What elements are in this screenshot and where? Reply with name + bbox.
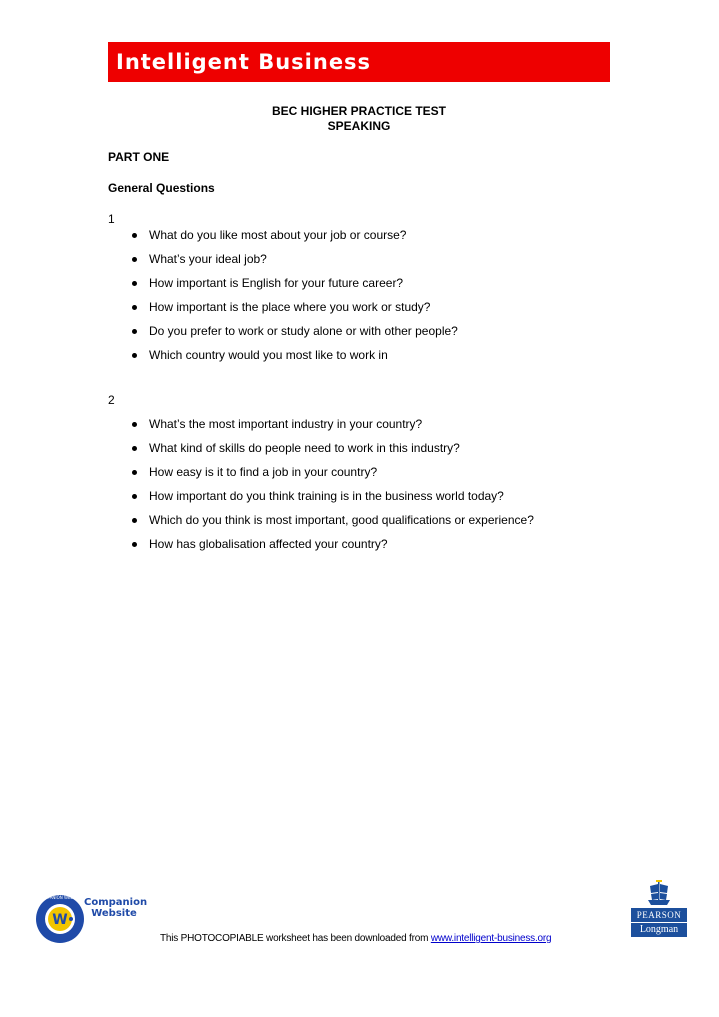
list-item xyxy=(128,323,458,347)
question-text: What kind of skills do people need to work in this industry? xyxy=(149,441,460,455)
list-item xyxy=(128,488,534,512)
list-item xyxy=(128,464,534,488)
logo-dot xyxy=(69,917,73,921)
list-item xyxy=(128,299,458,323)
bullet-icon xyxy=(132,518,137,523)
bullet-icon xyxy=(132,422,137,427)
bullet-icon xyxy=(132,494,137,499)
bullet-icon xyxy=(132,353,137,358)
companion-line-1: Companion xyxy=(84,897,148,908)
logo-ring-text: COMPANION WEBSITE xyxy=(38,895,82,900)
logo-letter: W xyxy=(52,912,68,928)
publisher-name: PEARSON xyxy=(631,908,687,922)
list-item xyxy=(128,227,458,251)
brand-title: Intelligent Business xyxy=(116,50,372,74)
list-item xyxy=(128,416,534,440)
bullet-icon xyxy=(132,542,137,547)
question-text: What’s the most important industry in your country? xyxy=(149,417,423,431)
bullet-icon xyxy=(132,281,137,286)
question-text: What’s your ideal job? xyxy=(149,252,267,266)
companion-line-2: Website xyxy=(91,908,137,919)
pearson-longman-logo xyxy=(631,880,687,938)
title-line-2: SPEAKING xyxy=(327,119,391,133)
bullet-icon xyxy=(132,446,137,451)
list-item xyxy=(128,347,458,371)
document-title xyxy=(108,104,610,134)
bullet-icon xyxy=(132,470,137,475)
question-list xyxy=(128,227,458,371)
bullet-icon xyxy=(132,257,137,262)
question-text: Which do you think is most important, good qualifications or experience? xyxy=(149,513,534,527)
footer-note xyxy=(160,933,551,944)
list-item xyxy=(128,440,534,464)
ship-icon xyxy=(645,880,673,906)
footer-link[interactable]: www.intelligent-business.org xyxy=(430,933,552,944)
footer-text: This PHOTOCOPIABLE worksheet has been downloaded from xyxy=(160,933,431,944)
question-text: What do you like most about your job or course? xyxy=(149,228,407,242)
part-heading: PART ONE xyxy=(108,150,170,164)
part-subheading: General Questions xyxy=(108,181,215,195)
question-text: How important is the place where you work or study? xyxy=(149,300,431,314)
question-text: How has globalisation affected your country? xyxy=(149,537,388,551)
section-number: 1 xyxy=(108,212,115,226)
companion-website-label xyxy=(84,897,148,919)
bullet-icon xyxy=(132,329,137,334)
bullet-icon xyxy=(132,305,137,310)
list-item xyxy=(128,275,458,299)
question-text: Do you prefer to work or study alone or with other people? xyxy=(149,324,458,338)
imprint-name: Longman xyxy=(631,923,687,937)
question-list xyxy=(128,416,534,560)
list-item xyxy=(128,251,458,275)
question-text: How easy is it to find a job in your country? xyxy=(149,465,378,479)
question-text: Which country would you most like to work in xyxy=(149,348,388,362)
question-text: How important do you think training is in the business world today? xyxy=(149,489,504,503)
question-text: How important is English for your future career? xyxy=(149,276,404,290)
bullet-icon xyxy=(132,233,137,238)
title-line-1: BEC HIGHER PRACTICE TEST xyxy=(271,104,446,118)
brand-banner xyxy=(108,42,610,82)
list-item xyxy=(128,536,534,560)
list-item xyxy=(128,512,534,536)
section-number: 2 xyxy=(108,393,115,407)
